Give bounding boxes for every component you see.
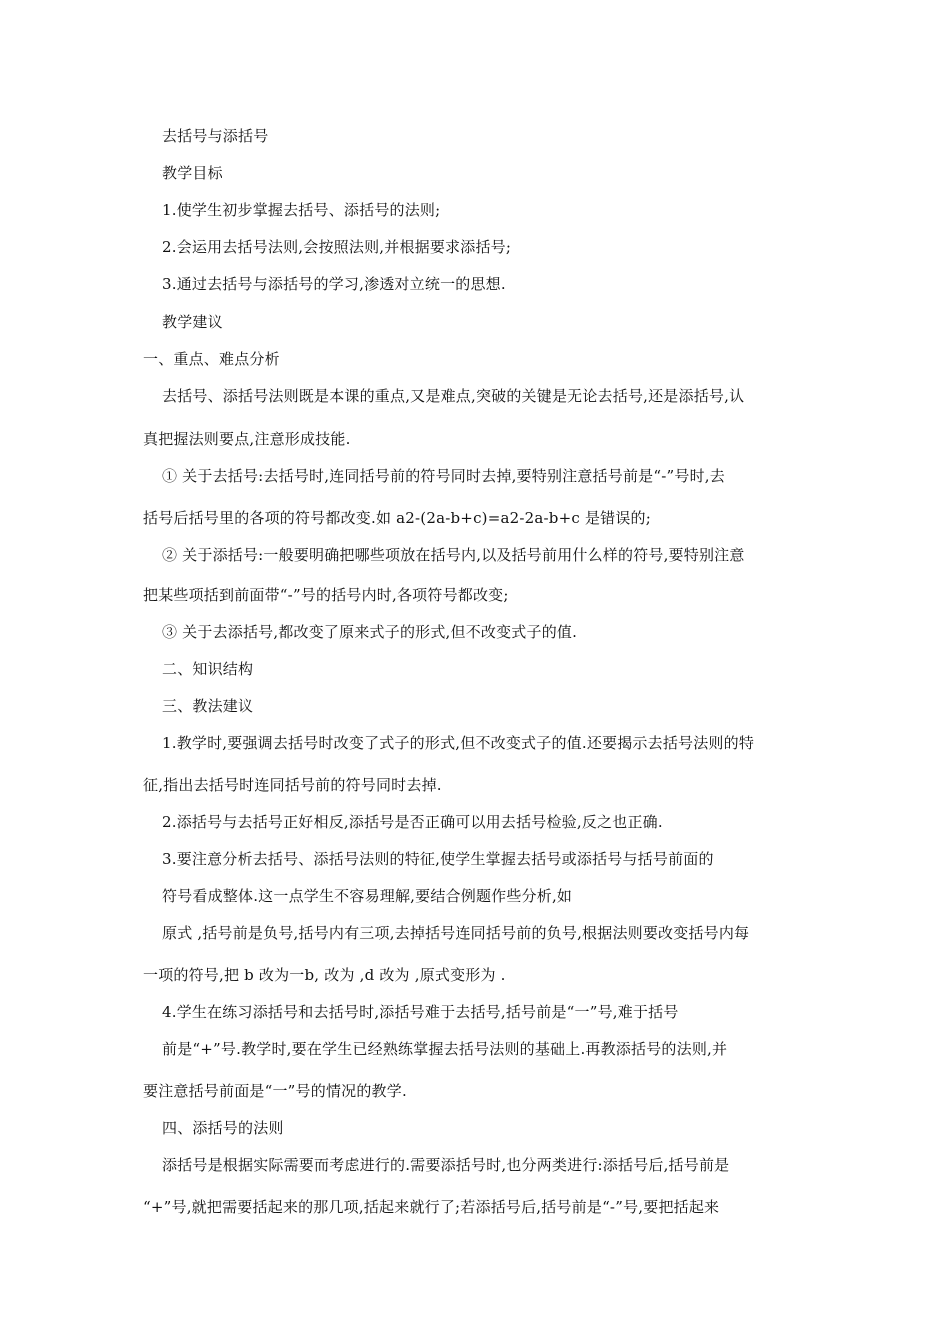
paragraph-line: 去括号、添括号法则既是本课的重点,又是难点,突破的关键是无论去括号,还是添括号,认: [162, 387, 745, 405]
paragraph-line: 真把握法则要点,注意形成技能.: [143, 430, 351, 448]
paragraph-line: 符号看成整体.这一点学生不容易理解,要结合例题作些分析,如: [162, 887, 573, 905]
subheading-teaching-methods: 三、教法建议: [162, 697, 254, 715]
subheading-knowledge-structure: 二、知识结构: [162, 660, 254, 678]
paragraph-line: 添括号是根据实际需要而考虑进行的.需要添括号时,也分两类进行:添括号后,括号前是: [162, 1156, 730, 1174]
document-title: 去括号与添括号: [162, 127, 269, 145]
paragraph-line: 4.学生在练习添括号和去括号时,添括号难于去括号,括号前是“一”号,难于括号: [162, 1003, 679, 1021]
section-heading-teaching-suggestions: 教学建议: [162, 313, 223, 331]
goal-item-2: 2.会运用去括号法则,会按照法则,并根据要求添括号;: [162, 238, 512, 256]
paragraph-line: 一项的符号,把 b 改为一b, 改为 ,d 改为 ,原式变形为 .: [143, 966, 506, 984]
paragraph-line: ① 关于去括号:去括号时,连同括号前的符号同时去掉,要特别注意括号前是“-”号时,去: [162, 467, 725, 485]
paragraph-line: “+”号,就把需要括起来的那几项,括起来就行了;若添括号后,括号前是“-”号,要把括起来: [143, 1198, 720, 1216]
paragraph-line: 原式 ,括号前是负号,括号内有三项,去掉括号连同括号前的负号,根据法则要改变括号内每: [162, 924, 750, 942]
paragraph-line: 2.添括号与去括号正好相反,添括号是否正确可以用去括号检验,反之也正确.: [162, 813, 663, 831]
paragraph-line: 征,指出去括号时连同括号前的符号同时去掉.: [143, 776, 442, 794]
paragraph-line: 括号后括号里的各项的符号都改变.如 a2-(2a-b+c)=a2-2a-b+c 是错误的;: [143, 509, 651, 527]
paragraph-line: 1.教学时,要强调去括号时改变了式子的形式,但不改变式子的值.还要揭示去括号法则的特: [162, 734, 755, 752]
paragraph-line: ② 关于添括号:一般要明确把哪些项放在括号内,以及括号前用什么样的符号,要特别注意: [162, 546, 745, 564]
goal-item-1: 1.使学生初步掌握去括号、添括号的法则;: [162, 201, 441, 219]
paragraph-line: 前是“+”号.教学时,要在学生已经熟练掌握去括号法则的基础上.再教添括号的法则,并: [162, 1040, 728, 1058]
subheading-adding-brackets-rule: 四、添括号的法则: [162, 1119, 284, 1137]
section-heading-teaching-goals: 教学目标: [162, 164, 223, 182]
paragraph-line: ③ 关于去添括号,都改变了原来式子的形式,但不改变式子的值.: [162, 623, 578, 641]
goal-item-3: 3.通过去括号与添括号的学习,渗透对立统一的思想.: [162, 275, 506, 293]
subheading-key-points: 一、重点、难点分析: [143, 350, 280, 368]
paragraph-line: 要注意括号前面是“一”号的情况的教学.: [143, 1082, 407, 1100]
paragraph-line: 把某些项括到前面带“-”号的括号内时,各项符号都改变;: [143, 586, 509, 604]
paragraph-line: 3.要注意分析去括号、添括号法则的特征,使学生掌握去括号或添括号与括号前面的: [162, 850, 714, 868]
